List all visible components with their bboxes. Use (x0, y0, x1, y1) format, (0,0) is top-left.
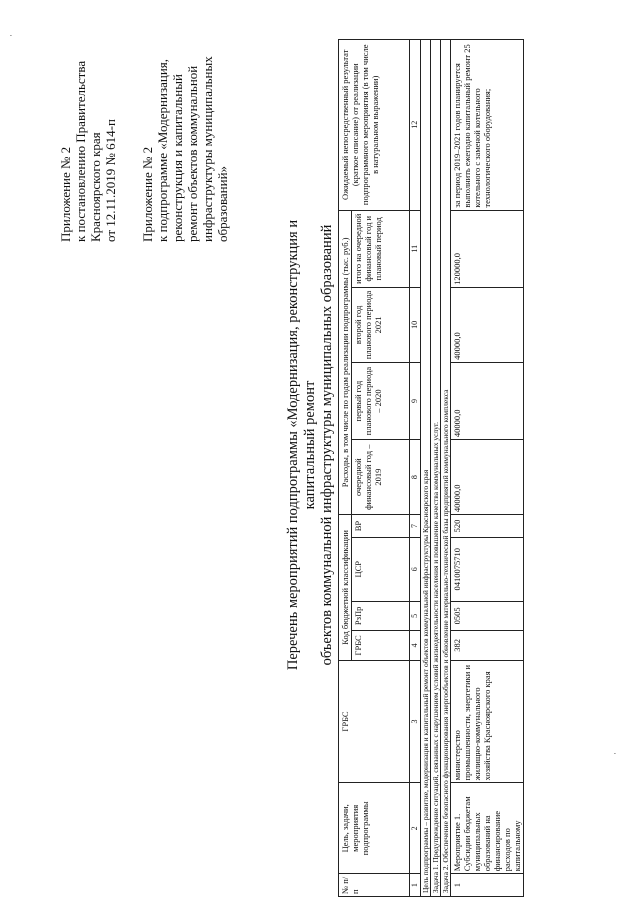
column-number: 5 (410, 601, 421, 631)
title-line: объектов коммунальной инфраструктуры муниципальных образований (319, 224, 335, 666)
column-numbers-row (410, 40, 421, 897)
margin-dot: · (6, 34, 16, 37)
appendix-top-line: от 12.11.2019 № 614-п (103, 119, 118, 242)
row-rzpr: 0505 (451, 601, 524, 631)
task2-text: Задача 2. Обеспечение безопасного функционирования энергообъектов и обновление материально-технической базы предприятий коммунального комплекса (441, 40, 451, 897)
column-number: 11 (410, 210, 421, 287)
appendix-bottom-line: образований» (215, 165, 230, 242)
row-total: 120000,0 (451, 210, 524, 287)
title-line: Перечень мероприятий подпрограммы «Модернизация, реконструкция и капитальный ремонт (285, 219, 318, 671)
header-vr: ВР (352, 515, 410, 538)
header-result: Ожидаемый непосредственный результат (краткое описание) от реализации подпрограммного мероприятия (в том числе в натуральном выражении) (339, 40, 410, 211)
header-grbs-code: ГРБС (352, 631, 410, 661)
row-ministry: министерство промышленности, энергетики и жилищно-коммунального хозяйства Красноярского края (451, 660, 524, 783)
header-csr: ЦСР (352, 537, 410, 601)
appendix-top-line: Красноярского края (88, 132, 103, 242)
header-year-2020: первый год планового периода – 2020 (352, 362, 410, 439)
table-row (451, 40, 524, 897)
column-number: 8 (410, 440, 421, 515)
goal-text: Цель подпрограммы – развитие, модернизация и капитальный ремонт объектов коммунальной инфраструктуры Красноярского края (421, 40, 431, 897)
column-number: 9 (410, 362, 421, 439)
appendix-top-line: Приложение № 2 (58, 146, 73, 242)
column-number: 10 (410, 287, 421, 362)
goal-row (421, 40, 431, 897)
header-total: итого на очередной финансовый год и плановый период (352, 210, 410, 287)
appendix-bottom-line: реконструкция и капитальный (170, 74, 185, 242)
row-measure-name: Мероприятие 1. Субсидии бюджетам муниципальных образований на финансирование расходов по капитальному (451, 783, 524, 874)
task2-row (441, 40, 451, 897)
header-grbs: ГРБС (339, 660, 410, 783)
header-rzpr: РзПр (352, 601, 410, 631)
column-number: 2 (410, 783, 421, 874)
row-csr: 0410075710 (451, 537, 524, 601)
task1-text: Задача 1. Предупреждение ситуаций, связанных с нарушением условий жизнедеятельности населения и повышение качества коммунальных услуг. (431, 40, 441, 897)
row-y2021: 40000,0 (451, 287, 524, 362)
header-budget-code: Код бюджетной классификации (339, 515, 352, 660)
row-result: за период 2019–2021 годов планируется выполнить ежегодно капитальный ремонт 25 котельного с заменой котельного технологического оборудования; (451, 40, 524, 211)
appendix-top-block (58, 22, 118, 242)
header-row-1 (339, 40, 352, 897)
header-goal: Цель, задачи, мероприятия подпрограммы (339, 783, 410, 874)
appendix-bottom-line: ремонт объектов коммунальной (185, 65, 200, 242)
header-year-2021: второй год планового периода 2021 (352, 287, 410, 362)
appendix-bottom-line: Приложение № 2 (140, 146, 155, 242)
row-grbs: 382 (451, 631, 524, 661)
header-expenses: Расходы, в том числе по годам реализации подпрограммы (тыс. руб.) (339, 210, 352, 515)
row-y2019: 40000,0 (451, 440, 524, 515)
appendix-top-line: к постановлению Правительства (73, 60, 88, 242)
column-number: 1 (410, 874, 421, 897)
column-number: 12 (410, 40, 421, 211)
header-year-2019: очередной финансовый год – 2019 (352, 440, 410, 515)
header-num: № п/п (339, 874, 410, 897)
row-num: 1 (451, 874, 524, 897)
column-number: 3 (410, 660, 421, 783)
appendix-bottom-line: к подпрограмме «Модернизация, (155, 58, 170, 242)
row-y2020: 40000,0 (451, 362, 524, 439)
margin-dot: · (610, 752, 620, 755)
column-number: 6 (410, 537, 421, 601)
row-vr: 520 (451, 515, 524, 538)
measures-table (338, 39, 524, 897)
column-number: 4 (410, 631, 421, 661)
appendix-bottom-block (140, 22, 230, 242)
appendix-bottom-line: инфраструктуры муниципальных (200, 56, 215, 242)
document-title (285, 185, 336, 705)
column-number: 7 (410, 515, 421, 538)
task1-row (431, 40, 441, 897)
